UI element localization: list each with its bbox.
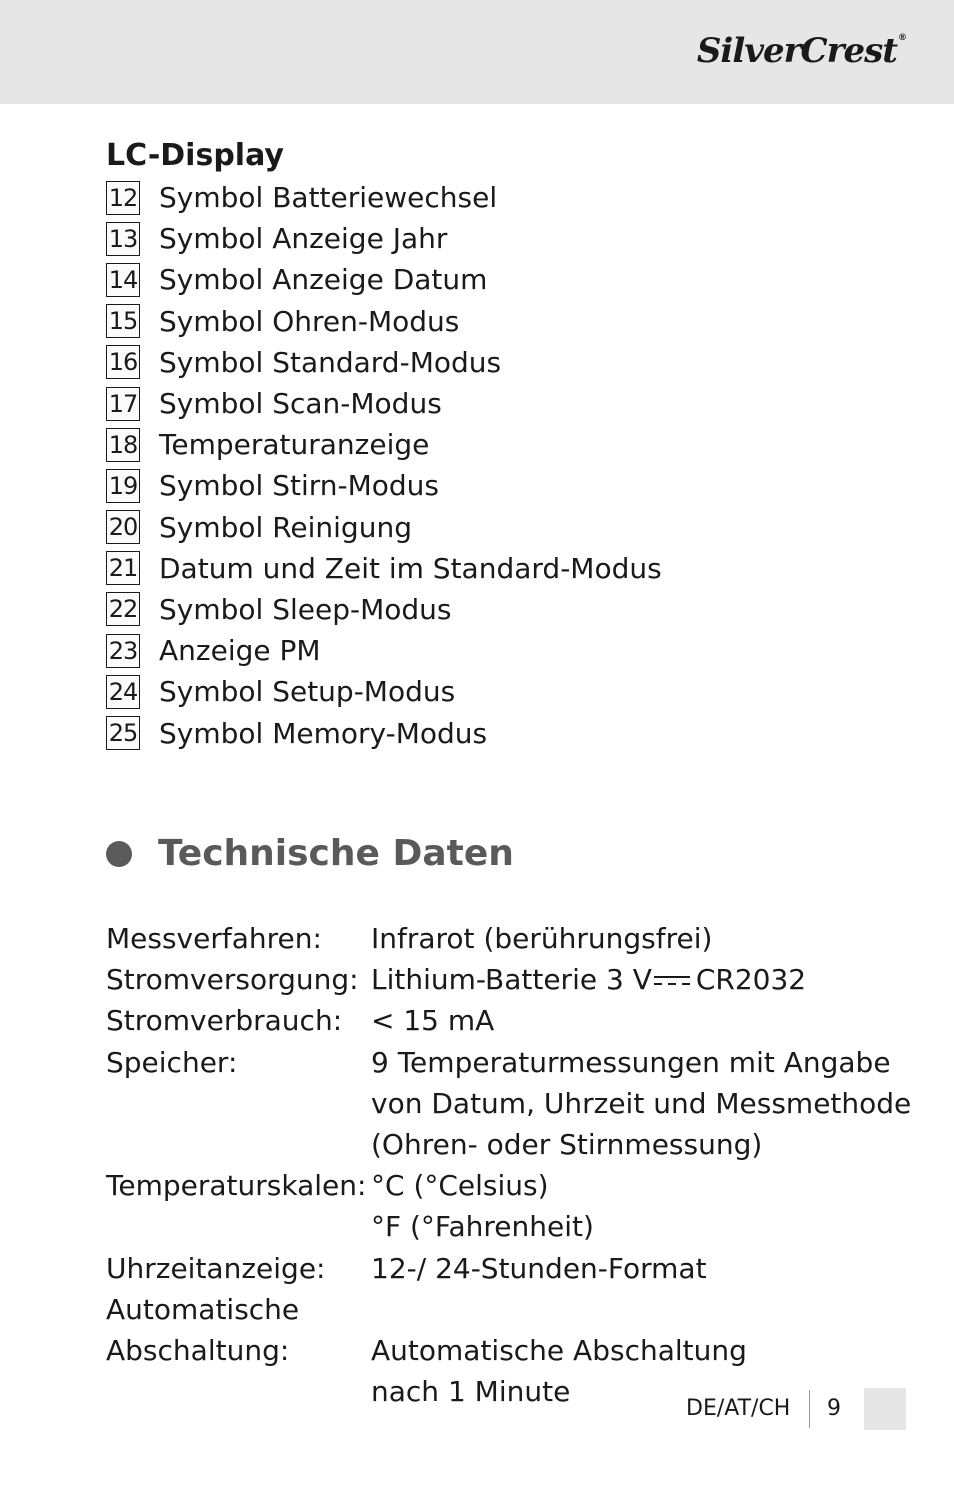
item-label: Anzeige PM [159, 634, 321, 668]
list-item [106, 177, 662, 218]
section-bullet-icon [106, 841, 132, 867]
spec-value-column [371, 1248, 707, 1289]
item-label: Symbol Standard-Modus [159, 345, 502, 379]
spec-value: (Ohren- oder Stirnmessung) [371, 1127, 763, 1161]
list-item [106, 301, 662, 342]
spec-value: Infrarot (berührungsfrei) [371, 922, 713, 955]
spec-label: Speicher: [106, 1045, 238, 1079]
spec-row [106, 1042, 911, 1166]
header-band [0, 0, 954, 104]
page-footer [0, 1386, 954, 1430]
registered-mark-icon: ® [898, 33, 906, 43]
item-number-box: 12 [106, 181, 140, 215]
item-label: Datum und Zeit im Standard-Modus [159, 551, 662, 585]
spec-label: Uhrzeitanzeige: [106, 1251, 326, 1285]
brand-name: SilverCrest [696, 31, 897, 71]
list-item [106, 507, 662, 548]
spec-label-column [106, 1042, 371, 1166]
spec-value [371, 959, 806, 1000]
lc-display-title: LC-Display [106, 138, 284, 173]
dc-current-icon [654, 974, 690, 988]
lc-display-list [106, 177, 662, 754]
spec-row [106, 1165, 911, 1247]
spec-value-part: CR2032 [695, 963, 807, 997]
list-item [106, 259, 662, 300]
list-item [106, 630, 662, 671]
list-item [106, 671, 662, 712]
spec-value-column [371, 1165, 594, 1247]
spec-value-column [371, 918, 712, 959]
list-item [106, 383, 662, 424]
footer-tab-marker [864, 1388, 906, 1430]
spec-value: °C (°Celsius) [371, 1169, 549, 1203]
item-label: Symbol Reinigung [159, 510, 412, 544]
item-label: Symbol Ohren-Modus [159, 304, 460, 338]
item-label: Symbol Setup-Modus [159, 675, 456, 709]
item-number-box: 24 [106, 675, 140, 709]
spec-label-column [106, 1248, 371, 1289]
technical-data-table [106, 918, 911, 1412]
spec-label: Temperaturskalen: [106, 1169, 367, 1203]
list-item [106, 342, 662, 383]
spec-row [106, 959, 911, 1000]
spec-label: Abschaltung: [106, 1333, 290, 1367]
spec-row [106, 1000, 911, 1041]
list-item [106, 218, 662, 259]
spec-row [106, 918, 911, 959]
item-label: Symbol Stirn-Modus [159, 469, 439, 503]
item-number-box: 15 [106, 304, 140, 338]
spec-value: von Datum, Uhrzeit und Messmethode [371, 1086, 912, 1120]
item-label: Temperaturanzeige [159, 428, 430, 462]
page-number: 9 [827, 1396, 841, 1421]
item-number-box: 17 [106, 387, 140, 421]
item-label: Symbol Batteriewechsel [159, 181, 498, 215]
item-number-box: 25 [106, 716, 140, 750]
spec-label: Automatische [106, 1292, 300, 1326]
item-number-box: 13 [106, 222, 140, 256]
spec-label-column [106, 918, 371, 959]
item-label: Symbol Scan-Modus [159, 387, 442, 421]
spec-label: Stromversorgung: [106, 963, 359, 997]
item-label: Symbol Sleep-Modus [159, 592, 452, 626]
spec-value: °F (°Fahrenheit) [371, 1210, 594, 1244]
spec-label: Messverfahren: [106, 922, 322, 955]
list-item [106, 424, 662, 465]
list-item [106, 548, 662, 589]
spec-row [106, 1248, 911, 1289]
spec-value-column [371, 1042, 911, 1166]
item-number-box: 19 [106, 469, 140, 503]
spec-label: Stromverbrauch: [106, 1004, 343, 1038]
brand-logo [696, 31, 906, 71]
item-number-box: 16 [106, 345, 140, 379]
list-item [106, 465, 662, 506]
item-label: Symbol Memory-Modus [159, 716, 488, 750]
spec-value-part: Lithium-Batterie 3 V [371, 963, 652, 997]
item-number-box: 21 [106, 551, 140, 585]
item-label: Symbol Anzeige Jahr [159, 222, 448, 256]
spec-value-column [371, 1000, 494, 1041]
spec-value [371, 1289, 747, 1330]
section-title: Technische Daten [158, 833, 514, 874]
item-number-box: 22 [106, 592, 140, 626]
list-item [106, 589, 662, 630]
item-label: Symbol Anzeige Datum [159, 263, 488, 297]
spec-value: 12-/ 24-Stunden-Format [371, 1251, 707, 1285]
spec-value: Automatische Abschaltung [371, 1333, 747, 1367]
spec-value: nach 1 Minute [371, 1375, 571, 1409]
spec-label-column [106, 1165, 371, 1247]
footer-region: DE/AT/CH [686, 1396, 791, 1421]
technical-data-heading [106, 830, 514, 878]
spec-label-column [106, 1000, 371, 1041]
spec-label-column [106, 959, 371, 1000]
item-number-box: 23 [106, 634, 140, 668]
list-item [106, 712, 662, 753]
item-number-box: 14 [106, 263, 140, 297]
item-number-box: 20 [106, 510, 140, 544]
item-number-box: 18 [106, 428, 140, 462]
spec-value: < 15 mA [371, 1004, 495, 1038]
spec-value: 9 Temperaturmessungen mit Angabe [371, 1045, 891, 1079]
spec-value-column [371, 959, 806, 1000]
footer-divider [809, 1390, 810, 1428]
